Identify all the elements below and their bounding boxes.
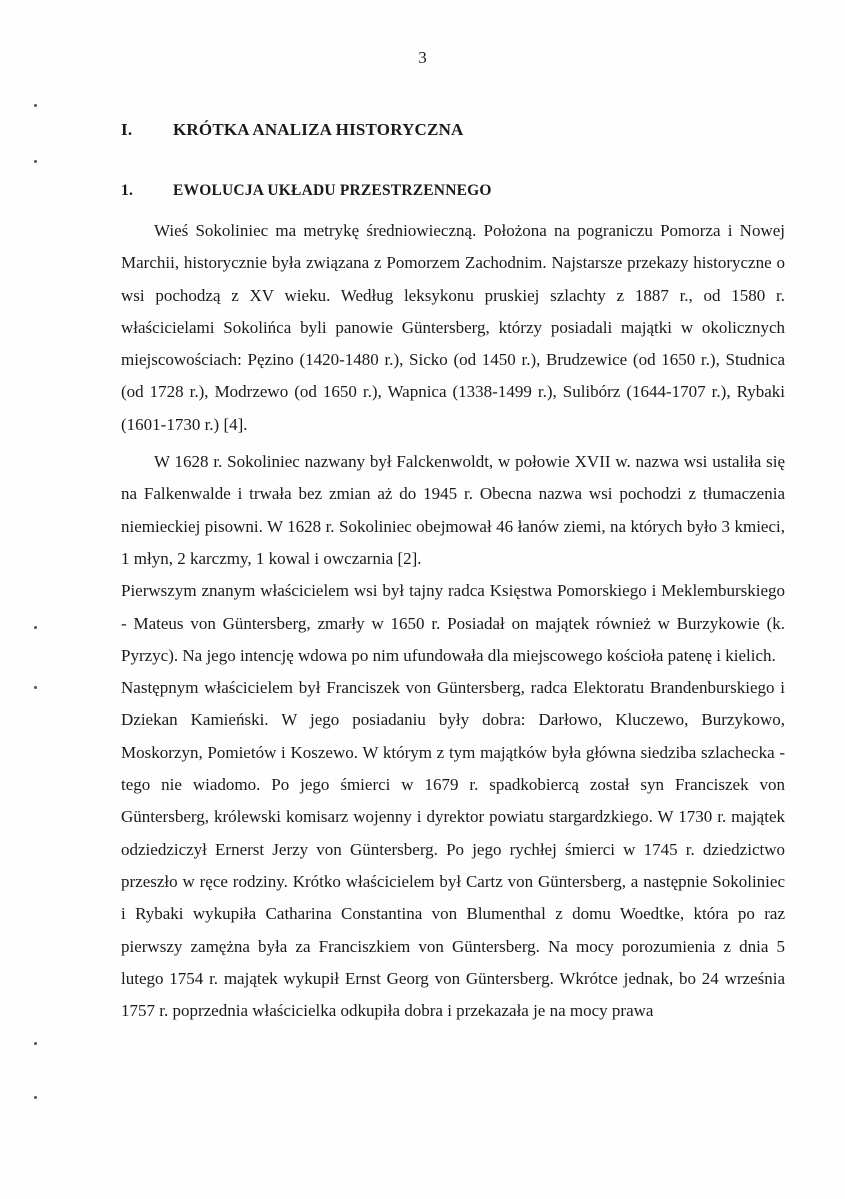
section-heading [121, 182, 492, 200]
page-number: 3 [418, 48, 427, 67]
scan-speck [34, 160, 37, 163]
paragraph: Wieś Sokoliniec ma metrykę średniowieczną. Położona na pograniczu Pomorza i Nowej Marchii, historycznie była związana z Pomorzem Zachodnim. Najstarsze przekazy historyczne o wsi pochodzą z XV wieku. Według leksykonu pruskiej szlachty z 1887 r., od 1580 r. właścicielami Sokolińca byli panowie Güntersberg, którzy posiadali majątki w okolicznych miejscowościach: Pęzino (1420-1480 r.), Sicko (od 1450 r.), Brudzewice (od 1650 r.), Studnica (od 1728 r.), Modrzewo (od 1650 r.), Wapnica (1338-1499 r.), Sulibórz (1644-1707 r.), Rybaki (1601-1730 r.) [4]. [121, 221, 785, 434]
paragraph: Następnym właścicielem był Franciszek von Güntersberg, radca Elektoratu Brandenburskiego i Dziekan Kamieński. W jego posiadaniu były dobra: Darłowo, Kluczewo, Burzykowo, Moskorzyn, Pomietów i Koszewo. W którym z tym majątków była główna siedziba szlachecka - tego nie wiadomo. Po jego śmierci w 1679 r. spadkobiercą został syn Franciszek von Güntersberg, królewski komisarz wojenny i dyrektor powiatu stargardzkiego. W 1730 r. majątek odziedziczył Ernerst Jerzy von Güntersberg. Po jego rychłej śmierci w 1745 r. dziedzictwo przeszło w ręce rodziny. Krótko właścicielem był Cartz von Güntersberg, a następnie Sokoliniec i Rybaki wykupiła Catharina Constantina von Blumenthal z domu Woedtke, która po raz pierwszy zamężna była za Franciszkiem von Güntersberg. Na mocy porozumienia z dnia 5 lutego 1754 r. majątek wykupił Ernst Georg von Güntersberg. Wkrótce jednak, bo 24 września 1757 r. poprzednia właścicielka odkupiła dobra i przekazała je na mocy prawa [121, 678, 785, 1021]
section-title: EWOLUCJA UKŁADU PRZESTRZENNEGO [173, 182, 492, 199]
section-number: 1. [121, 182, 134, 199]
scan-speck [34, 1042, 37, 1045]
paragraph: W 1628 r. Sokoliniec nazwany był Falckenwoldt, w połowie XVII w. nazwa wsi ustaliła się na Falkenwalde i trwała bez zmian aż do 1945 r. Obecna nazwa wsi pochodzi z tłumaczenia niemieckiej pisowni. W 1628 r. Sokoliniec obejmował 46 łanów ziemi, na których było 3 kmieci, 1 młyn, 2 karczmy, 1 kowal i owczarnia [2]. [121, 452, 785, 568]
scan-speck [34, 626, 37, 629]
chapter-number: I. [121, 120, 133, 139]
chapter-heading [121, 120, 464, 140]
paragraph: Pierwszym znanym właścicielem wsi był tajny radca Księstwa Pomorskiego i Meklemburskiego - Mateus von Güntersberg, zmarły w 1650 r. Posiadał on majątek również w Burzykowie (k. Pyrzyc). Na jego intencję wdowa po nim ufundowała dla miejscowego kościoła patenę i kielich. [121, 581, 785, 665]
scan-speck [34, 1096, 37, 1099]
chapter-title: KRÓTKA ANALIZA HISTORYCZNA [173, 120, 464, 139]
scan-speck [34, 104, 37, 107]
body-text [121, 215, 785, 1027]
scan-speck [34, 686, 37, 689]
